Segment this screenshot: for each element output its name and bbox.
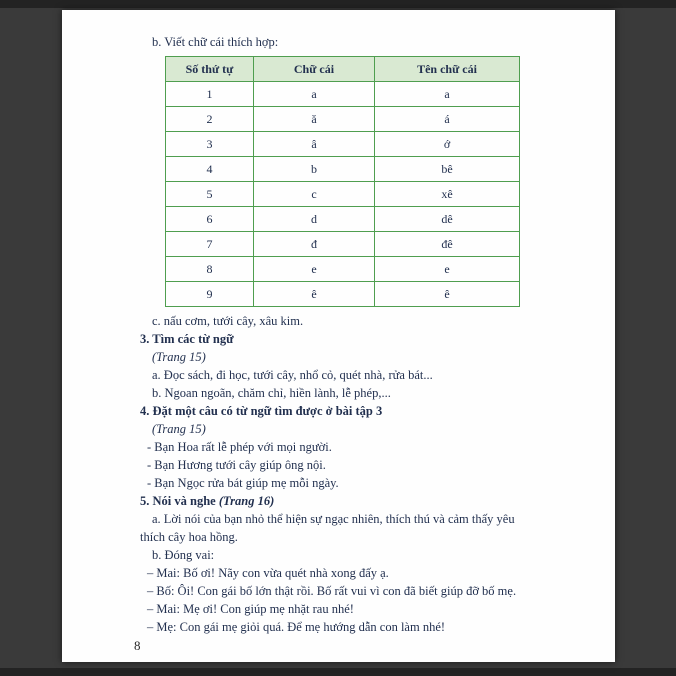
table-row: [166, 107, 520, 132]
book-page: [62, 10, 615, 662]
cell-so-thu-tu: 3: [166, 132, 254, 157]
bottom-edge-strip: [0, 668, 676, 676]
cell-so-thu-tu: 7: [166, 232, 254, 257]
table-row: [166, 207, 520, 232]
cell-so-thu-tu: 2: [166, 107, 254, 132]
cell-so-thu-tu: 1: [166, 82, 254, 107]
section-heading: 3. Tìm các từ ngữ: [140, 332, 234, 346]
text-line: - Bạn Hoa rất lễ phép với mọi người.: [147, 440, 332, 454]
cell-chu-cai: d: [254, 207, 375, 232]
page-number: 8: [134, 638, 141, 653]
col-header-chu-cai: Chữ cái: [254, 57, 375, 82]
cell-chu-cai: ă: [254, 107, 375, 132]
table-row: [166, 132, 520, 157]
alphabet-table-body: [166, 82, 520, 307]
cell-so-thu-tu: 5: [166, 182, 254, 207]
col-header-ten-chu-cai: Tên chữ cái: [375, 57, 520, 82]
table-header-row: [166, 57, 520, 82]
table-row: [166, 82, 520, 107]
text-line: c. nấu cơm, tưới cây, xâu kim.: [152, 314, 304, 328]
text-line: – Bố: Ôi! Con gái bố lớn thật rồi. Bố rất vui vì con đã biết giúp đỡ bố mẹ.: [147, 584, 517, 598]
cell-so-thu-tu: 9: [166, 282, 254, 307]
col-header-so-thu-tu: Số thứ tự: [166, 57, 254, 82]
page-content: [140, 34, 570, 636]
text-line: – Mẹ: Con gái mẹ giỏi quá. Để mẹ hướng dẫn con làm nhé!: [147, 620, 446, 634]
text-line: (Trang 15): [152, 350, 206, 364]
table-row: [166, 282, 520, 307]
cell-so-thu-tu: 8: [166, 257, 254, 282]
cell-chu-cai: đ: [254, 232, 375, 257]
cell-ten-chu-cai: á: [375, 107, 520, 132]
table-row: [166, 257, 520, 282]
cell-so-thu-tu: 4: [166, 157, 254, 182]
text-line: - Bạn Ngọc rửa bát giúp mẹ mỗi ngày.: [147, 476, 339, 490]
text-lines: [140, 312, 540, 636]
text-line: b. Ngoan ngoãn, chăm chỉ, hiền lành, lễ phép,...: [152, 386, 391, 400]
cell-chu-cai: c: [254, 182, 375, 207]
text-line: (Trang 15): [152, 422, 206, 436]
table-row: [166, 157, 520, 182]
text-line: a. Đọc sách, đi học, tưới cây, nhổ cỏ, quét nhà, rửa bát...: [152, 368, 433, 382]
cell-ten-chu-cai: đê: [375, 232, 520, 257]
cell-chu-cai: â: [254, 132, 375, 157]
cell-so-thu-tu: 6: [166, 207, 254, 232]
cell-chu-cai: ê: [254, 282, 375, 307]
text-line: a. Lời nói của bạn nhỏ thể hiện sự ngạc nhiên, thích thú và cảm thấy yêu thích cây hoa hồng.: [140, 512, 515, 544]
cell-ten-chu-cai: ớ: [375, 132, 520, 157]
exercise-b-label: b. Viết chữ cái thích hợp:: [152, 35, 279, 49]
cell-ten-chu-cai: ê: [375, 282, 520, 307]
cell-chu-cai: e: [254, 257, 375, 282]
section-heading: 4. Đặt một câu có từ ngữ tìm được ở bài tập 3: [140, 404, 383, 418]
text-line: – Mai: Bố ơi! Nãy con vừa quét nhà xong đấy ạ.: [147, 566, 389, 580]
cell-chu-cai: b: [254, 157, 375, 182]
cell-ten-chu-cai: e: [375, 257, 520, 282]
cell-ten-chu-cai: dê: [375, 207, 520, 232]
text-line: – Mai: Mẹ ơi! Con giúp mẹ nhặt rau nhé!: [147, 602, 354, 616]
cell-ten-chu-cai: a: [375, 82, 520, 107]
text-line: - Bạn Hương tưới cây giúp ông nội.: [147, 458, 326, 472]
trang-reference: (Trang 16): [218, 494, 275, 508]
cell-ten-chu-cai: bê: [375, 157, 520, 182]
text-line: b. Đóng vai:: [152, 548, 215, 562]
table-row: [166, 232, 520, 257]
section-heading: 5. Nói và nghe (Trang 16): [140, 494, 275, 508]
cell-ten-chu-cai: xê: [375, 182, 520, 207]
alphabet-table: [165, 56, 520, 307]
top-edge-strip: [0, 0, 676, 8]
table-row: [166, 182, 520, 207]
cell-chu-cai: a: [254, 82, 375, 107]
